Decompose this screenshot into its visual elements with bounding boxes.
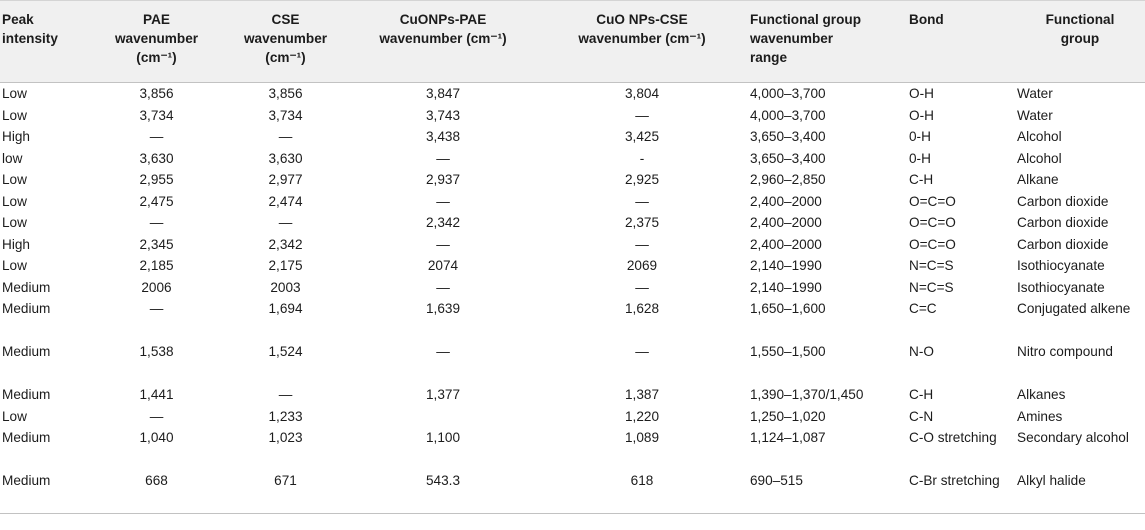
cell-pae-wavenumber: 2,345	[139, 236, 174, 252]
cell-range: 1,650–1,600	[750, 301, 826, 316]
table-row	[0, 406, 1145, 428]
cell-cuo-nps-cse-wavenumber: 2,925	[624, 172, 660, 187]
cell-cuonps-pae-wavenumber: 3,847	[425, 86, 461, 101]
cell-bond: C-N	[909, 408, 934, 424]
cell-cuonps-pae-wavenumber: —	[436, 279, 450, 295]
cell-cse-wavenumber: 1,694	[268, 301, 303, 316]
cell-peak-intensity: Low	[2, 107, 27, 123]
cell-cse-wavenumber: 671	[221, 470, 350, 513]
header-pae-wavenumber: PAE wavenumber (cm⁻¹)	[92, 1, 221, 83]
cell-cse-wavenumber: 2,175	[268, 258, 303, 273]
cell-cuo-nps-cse-wavenumber: 2069	[626, 258, 658, 273]
cell-functional-group: Amines	[1017, 408, 1063, 424]
cell-pae-wavenumber: —	[149, 129, 164, 144]
header-cuonps-pae-wavenumber: CuONPs-PAE wavenumber (cm⁻¹)	[350, 1, 536, 83]
cell-bond: N=C=S	[909, 258, 954, 273]
cell-cuo-nps-cse-wavenumber: 1,220	[624, 408, 660, 424]
cell-cuonps-pae-wavenumber: —	[436, 236, 450, 252]
cell-peak-intensity: Low	[2, 172, 27, 187]
table-row	[0, 298, 1145, 341]
cell-peak-intensity: Low	[2, 86, 27, 101]
table-row	[0, 212, 1145, 234]
cell-cuo-nps-cse-wavenumber: 1,089	[624, 430, 660, 445]
table-row	[0, 148, 1145, 170]
cell-cse-wavenumber: 3,630	[268, 150, 303, 166]
cell-bond: C-H	[909, 172, 934, 187]
cell-cuo-nps-cse-wavenumber: —	[635, 279, 649, 295]
cell-cuonps-pae-wavenumber: 3,743	[425, 107, 461, 123]
cell-pae-wavenumber: 3,734	[139, 107, 174, 123]
cell-peak-intensity: High	[2, 129, 30, 144]
cell-cse-wavenumber: —	[278, 215, 293, 230]
cell-range: 1,390–1,370/1,450	[750, 387, 864, 402]
cell-bond: C-O stretching	[909, 430, 997, 445]
cell-cse-wavenumber: 3,856	[268, 86, 303, 101]
cell-cuonps-pae-wavenumber: 543.3	[350, 470, 536, 513]
cell-range: 2,960–2,850	[750, 172, 826, 187]
cell-functional-group: Carbon dioxide	[1017, 215, 1109, 230]
cell-cse-wavenumber: 1,524	[268, 344, 303, 359]
cell-range: 3,650–3,400	[750, 150, 826, 166]
cell-range: 1,124–1,087	[750, 430, 826, 445]
cell-bond: 0-H	[909, 150, 931, 166]
cell-pae-wavenumber: 668	[92, 470, 221, 513]
cell-range: 2,140–1990	[750, 279, 822, 295]
cell-pae-wavenumber: —	[149, 301, 164, 316]
cell-cse-wavenumber: 2,342	[268, 236, 303, 252]
cell-bond: O-H	[909, 107, 934, 123]
cell-cuo-nps-cse-wavenumber: —	[635, 107, 649, 123]
cell-functional-group: Conjugated alkene	[1017, 301, 1131, 316]
table-row	[0, 191, 1145, 213]
table-header	[0, 1, 1145, 83]
cell-functional-group: Carbon dioxide	[1017, 236, 1109, 252]
cell-range: 2,400–2000	[750, 236, 822, 252]
cell-peak-intensity: Medium	[2, 387, 51, 402]
cell-pae-wavenumber: 1,040	[139, 430, 174, 445]
cell-cuonps-pae-wavenumber: 2,342	[425, 215, 461, 230]
cell-functional-group: Secondary alcohol	[1017, 430, 1129, 445]
cell-cse-wavenumber: —	[278, 387, 293, 402]
cell-functional-group: Carbon dioxide	[1017, 193, 1109, 209]
cell-cuonps-pae-wavenumber: 2,937	[425, 172, 461, 187]
header-cse-wavenumber: CSE wavenumber (cm⁻¹)	[221, 1, 350, 83]
cell-peak-intensity: Low	[2, 258, 27, 273]
cell-pae-wavenumber: —	[149, 408, 164, 424]
cell-range: 3,650–3,400	[750, 129, 826, 144]
cell-functional-group: Alcohol	[1017, 129, 1062, 144]
table-row	[0, 341, 1145, 384]
cell-bond: 0-H	[909, 129, 931, 144]
cell-cse-wavenumber: 2,977	[268, 172, 303, 187]
cell-bond: N=C=S	[909, 279, 954, 295]
cell-peak-intensity: Medium	[2, 430, 51, 445]
cell-pae-wavenumber: 2,185	[139, 258, 174, 273]
header-functional-group-range: Functional group wavenumber range	[748, 1, 907, 83]
table-row	[0, 234, 1145, 256]
table-row	[0, 277, 1145, 299]
cell-bond: O=C=O	[909, 193, 956, 209]
cell-bond: O=C=O	[909, 215, 956, 230]
cell-range: 690–515	[748, 470, 907, 513]
table-row	[0, 255, 1145, 277]
cell-cuo-nps-cse-wavenumber: -	[639, 150, 645, 166]
cell-cuo-nps-cse-wavenumber: 3,804	[624, 86, 660, 101]
cell-cuonps-pae-wavenumber: 3,438	[425, 129, 461, 144]
cell-bond: N-O	[909, 344, 934, 359]
cell-peak-intensity: Low	[2, 408, 27, 424]
cell-peak-intensity: Medium	[0, 470, 92, 513]
cell-range: 2,400–2000	[750, 215, 822, 230]
table-row	[0, 126, 1145, 148]
cell-bond: C=C	[909, 301, 937, 316]
cell-pae-wavenumber: 3,856	[139, 86, 174, 101]
cell-range: 2,400–2000	[750, 193, 822, 209]
cell-pae-wavenumber: 2,475	[139, 193, 174, 209]
cell-cuo-nps-cse-wavenumber: 1,628	[624, 301, 660, 316]
table-row	[0, 105, 1145, 127]
cell-peak-intensity: Medium	[2, 301, 51, 316]
cell-cuo-nps-cse-wavenumber: —	[635, 236, 649, 252]
cell-cuonps-pae-wavenumber: 1,377	[425, 387, 461, 402]
cell-cuo-nps-cse-wavenumber: —	[635, 193, 649, 209]
cell-range: 2,140–1990	[750, 258, 822, 273]
cell-cse-wavenumber: 2003	[270, 279, 301, 295]
cell-cuonps-pae-wavenumber: —	[436, 193, 450, 209]
cell-cuo-nps-cse-wavenumber: 618	[536, 470, 748, 513]
cell-cse-wavenumber: 2,474	[268, 193, 303, 209]
cell-cuonps-pae-wavenumber: 1,100	[425, 430, 461, 445]
cell-bond: C-H	[909, 387, 934, 402]
cell-cse-wavenumber: 3,734	[268, 107, 303, 123]
cell-pae-wavenumber: —	[149, 215, 164, 230]
cell-range: 1,550–1,500	[750, 344, 826, 359]
cell-functional-group: Alkane	[1017, 172, 1059, 187]
header-functional-group: Functional group	[1015, 1, 1145, 83]
cell-cuo-nps-cse-wavenumber: 3,425	[624, 129, 660, 144]
table-row	[0, 83, 1145, 105]
cell-peak-intensity: Medium	[2, 279, 51, 295]
cell-functional-group: Water	[1017, 86, 1053, 101]
cell-pae-wavenumber: 1,538	[139, 344, 174, 359]
header-row	[0, 1, 1145, 83]
cell-cuo-nps-cse-wavenumber: 2,375	[624, 215, 660, 230]
cell-functional-group: Water	[1017, 107, 1053, 123]
cell-pae-wavenumber: 2006	[141, 279, 172, 295]
header-bond: Bond	[907, 1, 1015, 83]
cell-cse-wavenumber: —	[278, 129, 293, 144]
cell-pae-wavenumber: 3,630	[139, 150, 174, 166]
header-peak-intensity: Peak intensity	[0, 1, 92, 83]
header-cuo-nps-cse-wavenumber: CuO NPs-CSE wavenumber (cm⁻¹)	[536, 1, 748, 83]
cell-cuo-nps-cse-wavenumber: 1,387	[624, 387, 660, 402]
table-row	[0, 470, 1145, 513]
cell-cse-wavenumber: 1,233	[268, 408, 303, 424]
cell-peak-intensity: High	[2, 236, 30, 252]
cell-functional-group: Nitro compound	[1017, 344, 1113, 359]
cell-peak-intensity: Medium	[2, 344, 51, 359]
cell-cuonps-pae-wavenumber: 2074	[427, 258, 459, 273]
cell-pae-wavenumber: 2,955	[139, 172, 174, 187]
cell-functional-group: Alkanes	[1017, 387, 1066, 402]
cell-range: 4,000–3,700	[750, 86, 826, 101]
cell-cuonps-pae-wavenumber: —	[436, 344, 450, 359]
cell-pae-wavenumber: 1,441	[139, 387, 174, 402]
cell-functional-group: Alkyl halide	[1015, 470, 1145, 513]
cell-cuonps-pae-wavenumber: 1,639	[425, 301, 461, 316]
cell-functional-group: Alcohol	[1017, 150, 1062, 166]
cell-cuonps-pae-wavenumber: —	[436, 150, 450, 166]
cell-peak-intensity: Low	[2, 193, 27, 209]
cell-bond: C-Br stretching	[907, 470, 1015, 513]
cell-range: 1,250–1,020	[750, 408, 826, 424]
cell-peak-intensity: Low	[2, 215, 27, 230]
table-row	[0, 169, 1145, 191]
table-row	[0, 384, 1145, 406]
cell-functional-group: Isothiocyanate	[1017, 258, 1105, 273]
cell-peak-intensity: low	[2, 150, 23, 166]
cell-cse-wavenumber: 1,023	[268, 430, 303, 445]
table-body	[0, 83, 1145, 514]
cell-bond: O-H	[909, 86, 934, 101]
cell-functional-group: Isothiocyanate	[1017, 279, 1105, 295]
cell-cuo-nps-cse-wavenumber: —	[635, 344, 649, 359]
cell-bond: O=C=O	[909, 236, 956, 252]
cell-cuonps-pae-wavenumber	[350, 406, 536, 428]
table-row	[0, 427, 1145, 470]
cell-range: 4,000–3,700	[750, 107, 826, 123]
